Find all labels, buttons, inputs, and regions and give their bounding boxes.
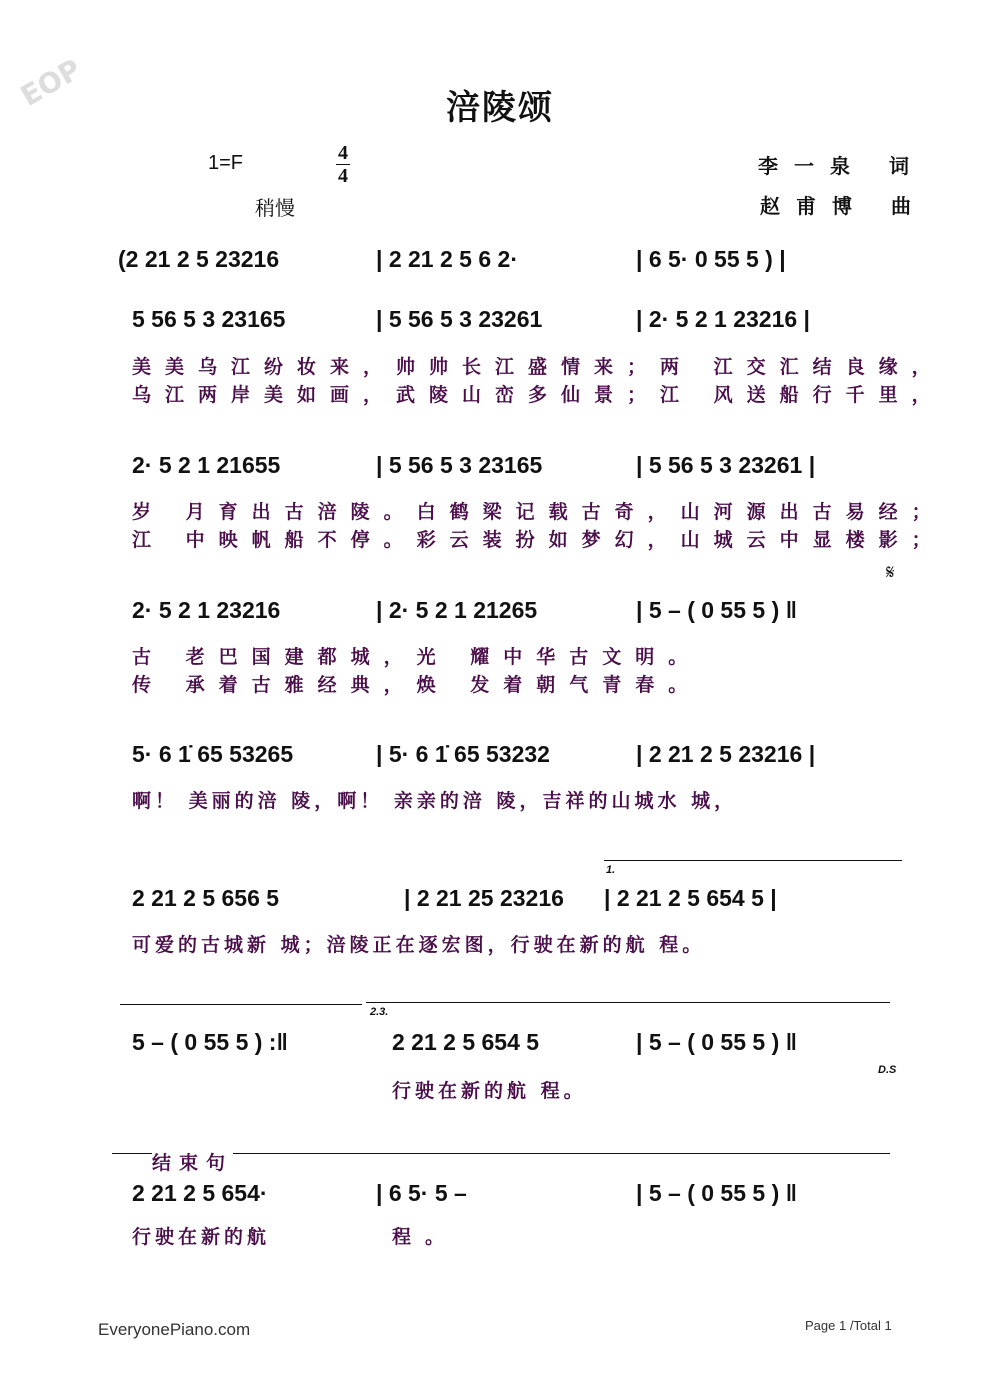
notation-measure: | 5 56 5 3 23165 [376, 452, 543, 478]
lyric-line: 江 中映帆船不停。彩云装扮如梦幻，山城云中显楼影； [132, 529, 945, 551]
composer-credit: 赵甫博 曲 [760, 194, 927, 218]
footer-site: EveryonePiano.com [98, 1320, 251, 1339]
volta-label: 1. [606, 864, 616, 876]
notation-measure: 5 – ( 0 55 5 ) :‖ [132, 1029, 288, 1055]
tempo-marking: 稍慢 [255, 196, 295, 220]
notation-measure: | 5 56 5 3 23261 [376, 306, 543, 332]
lyricist-credit: 李一泉 词 [758, 154, 925, 178]
lyric-line: 行驶在新的航 [132, 1226, 271, 1248]
notation-measure: | 2 21 25 23216 [404, 885, 564, 911]
notation-measure: 2 21 2 5 656 5 [132, 885, 280, 911]
notation-measure: 2 21 2 5 654 5 [392, 1029, 540, 1055]
notation-measure: | 2· 5 2 1 21265 [376, 597, 538, 623]
notation-measure: (2 21 2 5 23216 [118, 246, 280, 272]
notation-measure: | 5· 6 1̇ 65 53232 [376, 741, 550, 767]
notation-measure: 5 56 5 3 23165 [132, 306, 286, 332]
notation-measure: | 5 – ( 0 55 5 ) ‖ [636, 1029, 798, 1055]
lyric-line: 行驶在新的航 程。 [392, 1080, 587, 1102]
notation-measure: 2· 5 2 1 21655 [132, 452, 281, 478]
time-sig-top: 4 [338, 142, 348, 164]
lyric-line: 可爱的古城新 城；涪陵正在逐宏图，行驶在新的航 程。 [132, 934, 706, 956]
footer-page: Page 1 /Total 1 [805, 1318, 892, 1333]
lyric-line: 古 老巴国建都城，光 耀中华古文明。 [132, 646, 702, 668]
notation-measure: 5· 6 1̇ 65 53265 [132, 741, 294, 767]
notation-measure: | 2 21 2 5 23216 | [636, 741, 816, 767]
notation-measure: | 6 5· 5 – [376, 1180, 467, 1206]
notation-measure: | 5 – ( 0 55 5 ) ‖ [636, 597, 798, 623]
notation-measure: | 2· 5 2 1 23216 | [636, 306, 810, 332]
time-sig-bottom: 4 [338, 165, 348, 187]
notation-measure: | 5 – ( 0 55 5 ) ‖ [636, 1180, 798, 1206]
notation-measure: | 5 56 5 3 23261 | [636, 452, 816, 478]
notation-measure: | 2 21 2 5 6 2· [376, 246, 518, 272]
section-label: 结束句 [152, 1148, 233, 1175]
notation-measure: 2 21 2 5 654· [132, 1180, 268, 1206]
time-signature [334, 142, 352, 187]
key-signature: 1=F [208, 152, 244, 174]
lyric-line: 传 承着古雅经典，焕 发着朝气青春。 [132, 674, 702, 696]
dal-segno-mark: D.S [878, 1064, 897, 1076]
volta-bracket [366, 1002, 890, 1003]
segno-icon: 𝄋 [886, 560, 895, 584]
notation-measure: | 2 21 2 5 654 5 | [604, 885, 777, 911]
volta-bracket [120, 1004, 362, 1005]
lyric-line: 啊！ 美丽的涪 陵，啊！ 亲亲的涪 陵，吉祥的山城水 城， [132, 790, 738, 812]
lyric-line: 程。 [392, 1226, 459, 1248]
lyric-line: 美美乌江纷妆来，帅帅长江盛情来；两 江交汇结良缘， [132, 356, 945, 378]
volta-bracket [604, 860, 902, 861]
watermark-logo: EOP [15, 52, 87, 113]
notation-measure: 2· 5 2 1 23216 [132, 597, 281, 623]
notation-measure: | 6 5· 0 55 5 ) | [636, 246, 786, 272]
lyric-line: 岁 月育出古涪陵。白鹤梁记载古奇，山河源出古易经； [132, 501, 945, 523]
lyric-line: 乌江两岸美如画，武陵山峦多仙景；江 风送船行千里， [132, 384, 945, 406]
song-title: 涪陵颂 [446, 88, 554, 128]
volta-label: 2.3. [370, 1006, 389, 1018]
